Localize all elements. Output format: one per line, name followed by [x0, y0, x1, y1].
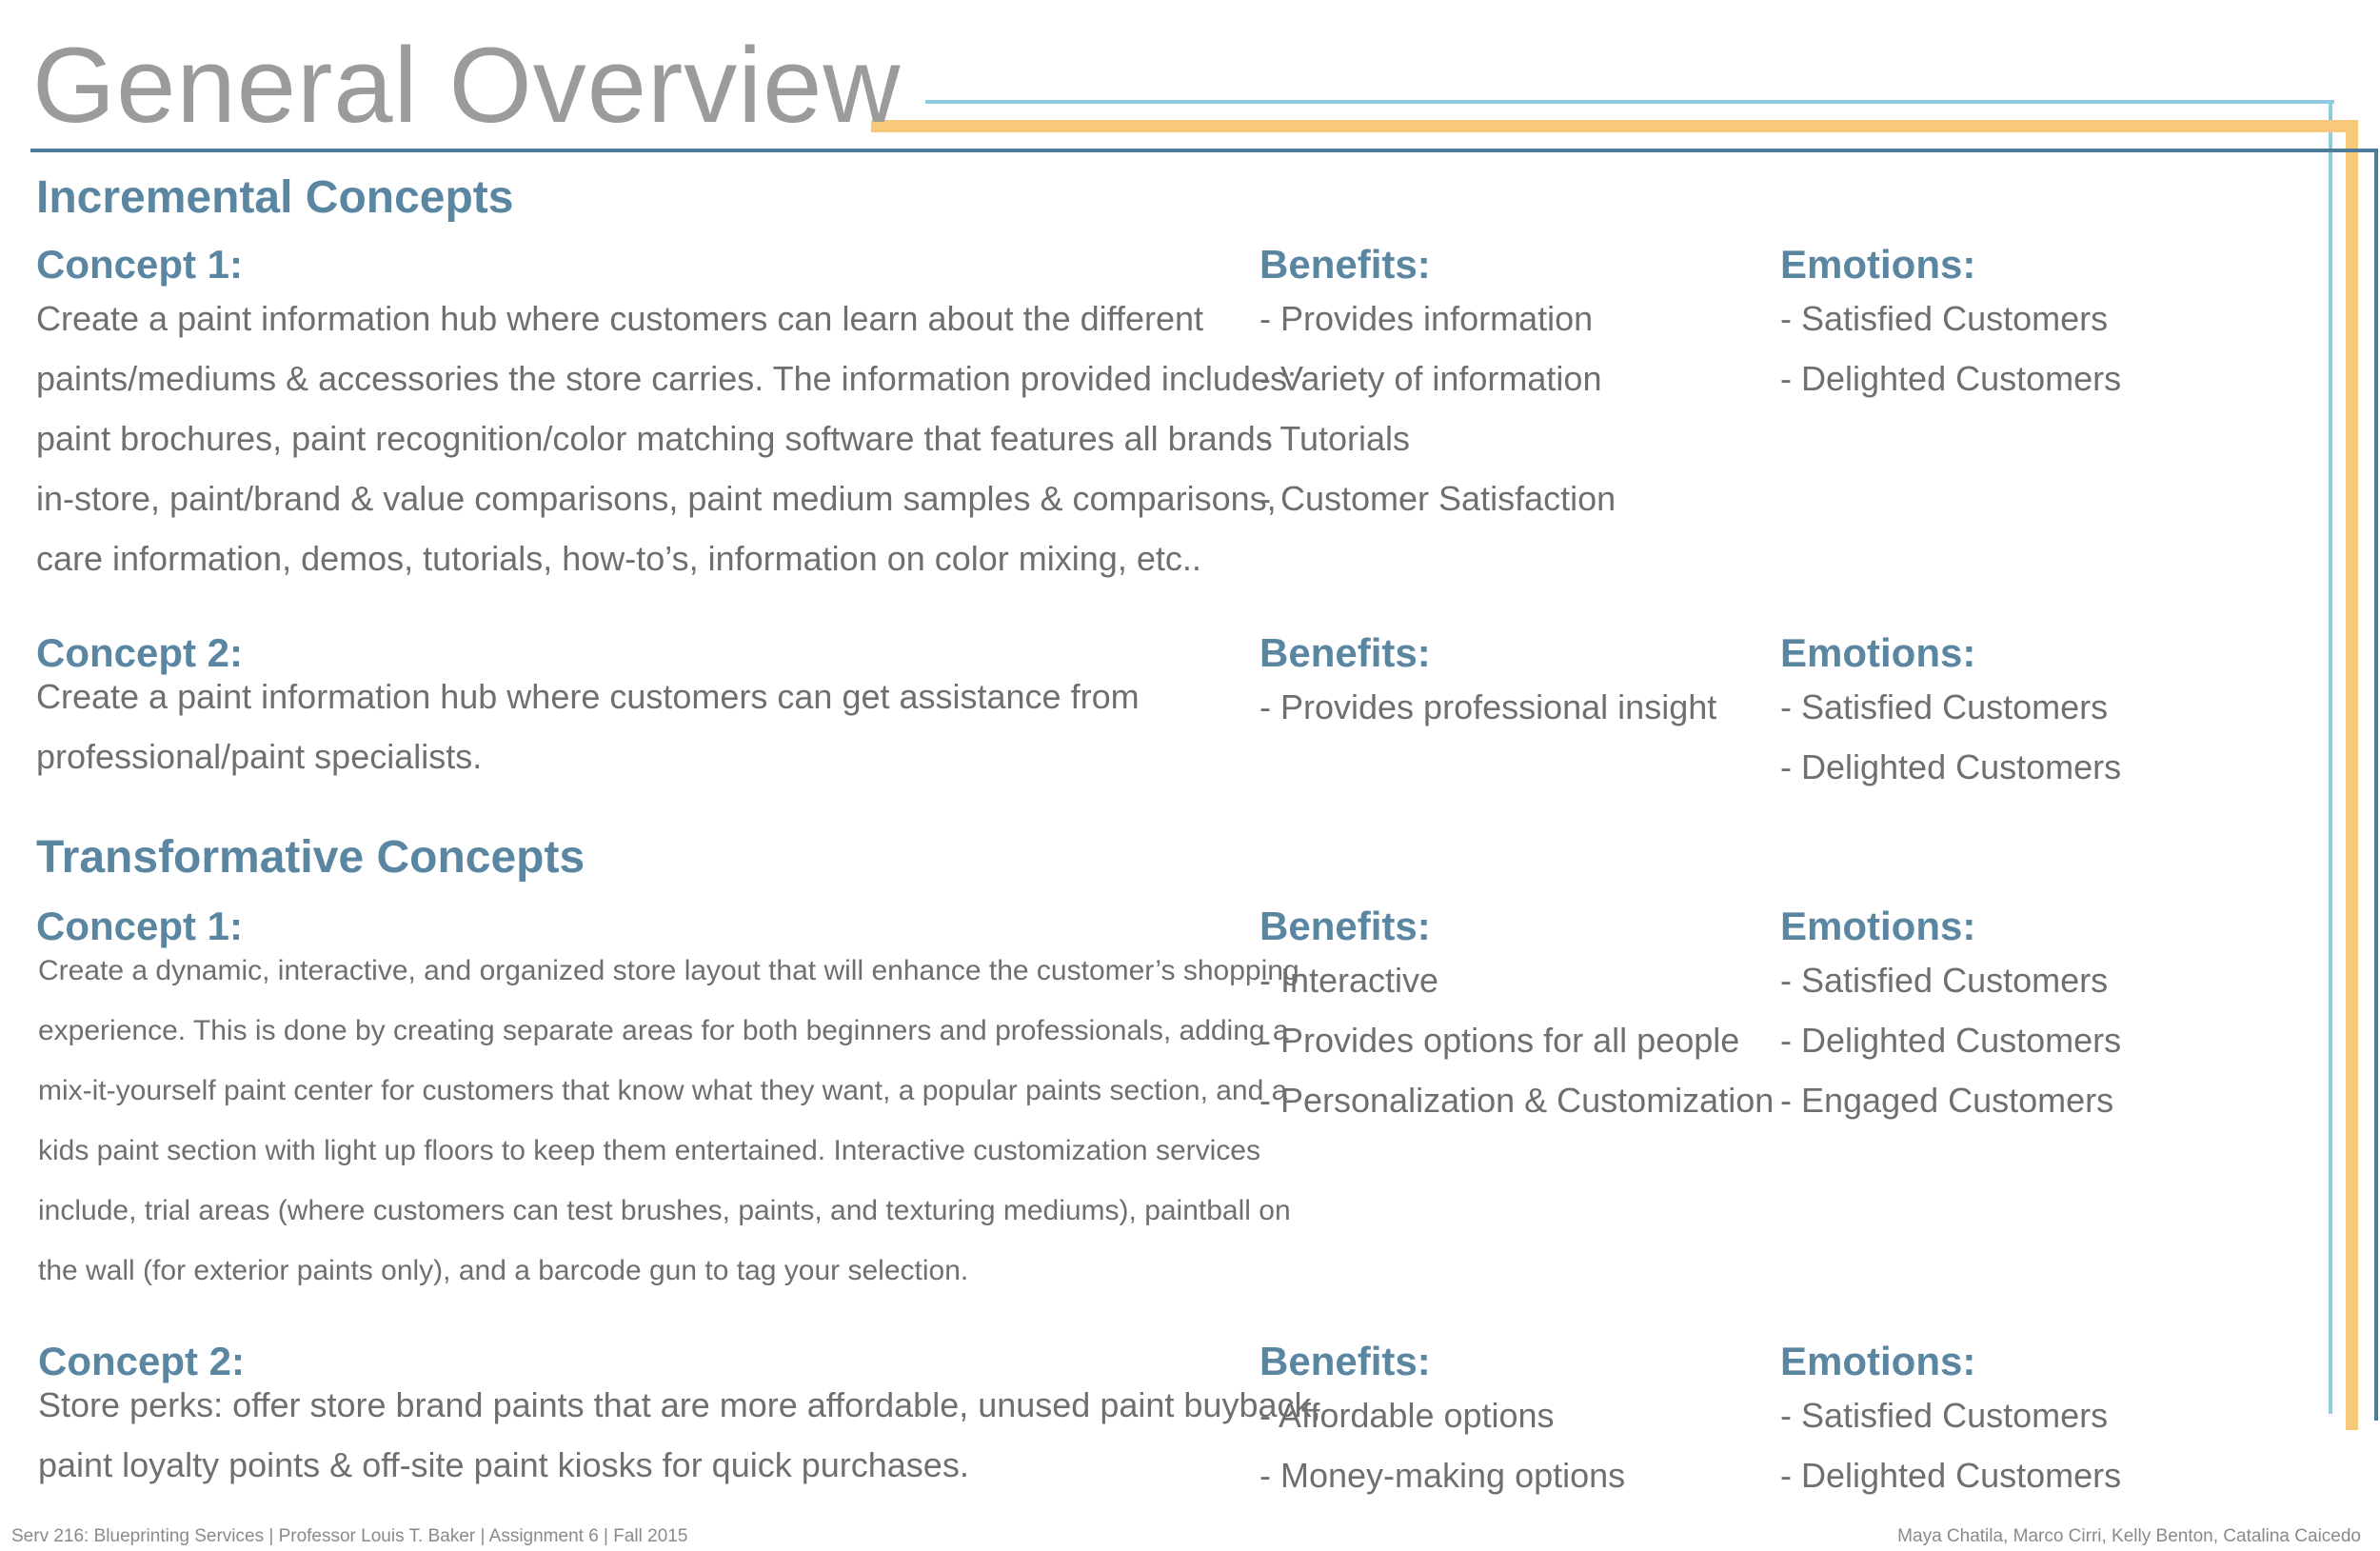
orange-rule-horizontal: [871, 120, 2358, 132]
list-item: - Satisfied Customers: [1780, 299, 2109, 338]
text-line: paints/mediums & accessories the store carries. The information provided includes:: [36, 359, 1297, 398]
trans-concept2-text: [38, 1375, 1321, 1495]
text-line: professional/paint specialists.: [36, 737, 483, 776]
text-line: kids paint section with light up floors to keep them entertained. Interactive customization services: [38, 1135, 1260, 1166]
trans-concept2-emotions-label: Emotions:: [1780, 1339, 1976, 1383]
light-blue-rule-vertical: [2329, 100, 2332, 1414]
text-line: care information, demos, tutorials, how-to’s, information on color mixing, etc..: [36, 539, 1201, 578]
inc-concept1-label: Concept 1:: [36, 242, 244, 287]
footer-authors: Maya Chatila, Marco Cirri, Kelly Benton, Catalina Caicedo: [1897, 1526, 2361, 1546]
blue-rule-horizontal: [30, 149, 2377, 152]
list-item: - Tutorials: [1259, 419, 1411, 458]
list-item: - Personalization & Customization: [1259, 1081, 1775, 1120]
trans-concept2-emotions: [1780, 1385, 2121, 1505]
text-line: mix-it-yourself paint center for customers that know what they want, a popular paints section, and a: [38, 1075, 1288, 1106]
text-line: in-store, paint/brand & value comparisons, paint medium samples & comparisons,: [36, 479, 1277, 518]
inc-concept1-text: [36, 288, 1297, 588]
list-item: - Delighted Customers: [1780, 1456, 2122, 1495]
inc-concept1-benefits: [1259, 288, 1616, 528]
trans-concept1-text: [38, 941, 1299, 1301]
list-item: - Variety of information: [1259, 359, 1602, 398]
blue-rule-vertical: [2374, 149, 2378, 1421]
orange-rule-vertical: [2346, 120, 2358, 1430]
list-item: - Customer Satisfaction: [1259, 479, 1616, 518]
trans-concept1-emotions: [1780, 950, 2121, 1130]
inc-concept1-emotions: [1780, 288, 2121, 408]
inc-concept2-text: [36, 666, 1140, 786]
list-item: - Satisfied Customers: [1780, 1396, 2109, 1435]
text-line: include, trial areas (where customers can test brushes, paints, and texturing mediums), paintball on: [38, 1195, 1291, 1226]
list-item: - Delighted Customers: [1780, 359, 2122, 398]
list-item: - Delighted Customers: [1780, 1021, 2122, 1060]
text-line: Store perks: offer store brand paints that are more affordable, unused paint buyback,: [38, 1385, 1321, 1424]
inc-concept2-emotions-label: Emotions:: [1780, 630, 1976, 675]
trans-concept1-benefits-label: Benefits:: [1259, 904, 1431, 948]
trans-concept2-benefits-label: Benefits:: [1259, 1339, 1431, 1383]
text-line: paint loyalty points & off-site paint kiosks for quick purchases.: [38, 1445, 969, 1484]
text-line: the wall (for exterior paints only), and a barcode gun to tag your selection.: [38, 1255, 969, 1286]
light-blue-rule-horizontal: [925, 100, 2334, 104]
inc-concept2-label: Concept 2:: [36, 630, 244, 675]
text-line: Create a paint information hub where customers can get assistance from: [36, 677, 1140, 716]
trans-concept2-benefits: [1259, 1385, 1625, 1505]
trans-concept1-emotions-label: Emotions:: [1780, 904, 1976, 948]
inc-concept1-emotions-label: Emotions:: [1780, 242, 1976, 287]
list-item: - Satisfied Customers: [1780, 687, 2109, 726]
text-line: Create a dynamic, interactive, and organized store layout that will enhance the customer’s shopping: [38, 955, 1299, 986]
text-line: Create a paint information hub where customers can learn about the different: [36, 299, 1204, 338]
list-item: - Provides information: [1259, 299, 1594, 338]
trans-concept1-benefits: [1259, 950, 1774, 1130]
list-item: - Engaged Customers: [1780, 1081, 2114, 1120]
trans-concept1-label: Concept 1:: [36, 904, 244, 948]
inc-concept1-benefits-label: Benefits:: [1259, 242, 1431, 287]
list-item: - Provides professional insight: [1259, 687, 1717, 726]
list-item: - Interactive: [1259, 961, 1439, 1000]
incremental-heading: Incremental Concepts: [36, 172, 514, 223]
list-item: - Money-making options: [1259, 1456, 1626, 1495]
inc-concept2-benefits-label: Benefits:: [1259, 630, 1431, 675]
transformative-heading: Transformative Concepts: [36, 832, 585, 883]
list-item: - Affordable options: [1259, 1396, 1555, 1435]
footer-course-info: Serv 216: Blueprinting Services | Professor Louis T. Baker | Assignment 6 | Fall 2015: [11, 1526, 688, 1546]
text-line: experience. This is done by creating separate areas for both beginners and professionals, adding a: [38, 1015, 1289, 1046]
inc-concept2-emotions: [1780, 677, 2121, 797]
trans-concept2-label: Concept 2:: [38, 1339, 246, 1383]
text-line: paint brochures, paint recognition/color matching software that features all brands: [36, 419, 1273, 458]
page-title: General Overview: [32, 26, 902, 145]
inc-concept2-benefits: [1259, 677, 1716, 737]
list-item: - Satisfied Customers: [1780, 961, 2109, 1000]
list-item: - Delighted Customers: [1780, 747, 2122, 786]
list-item: - Provides options for all people: [1259, 1021, 1740, 1060]
